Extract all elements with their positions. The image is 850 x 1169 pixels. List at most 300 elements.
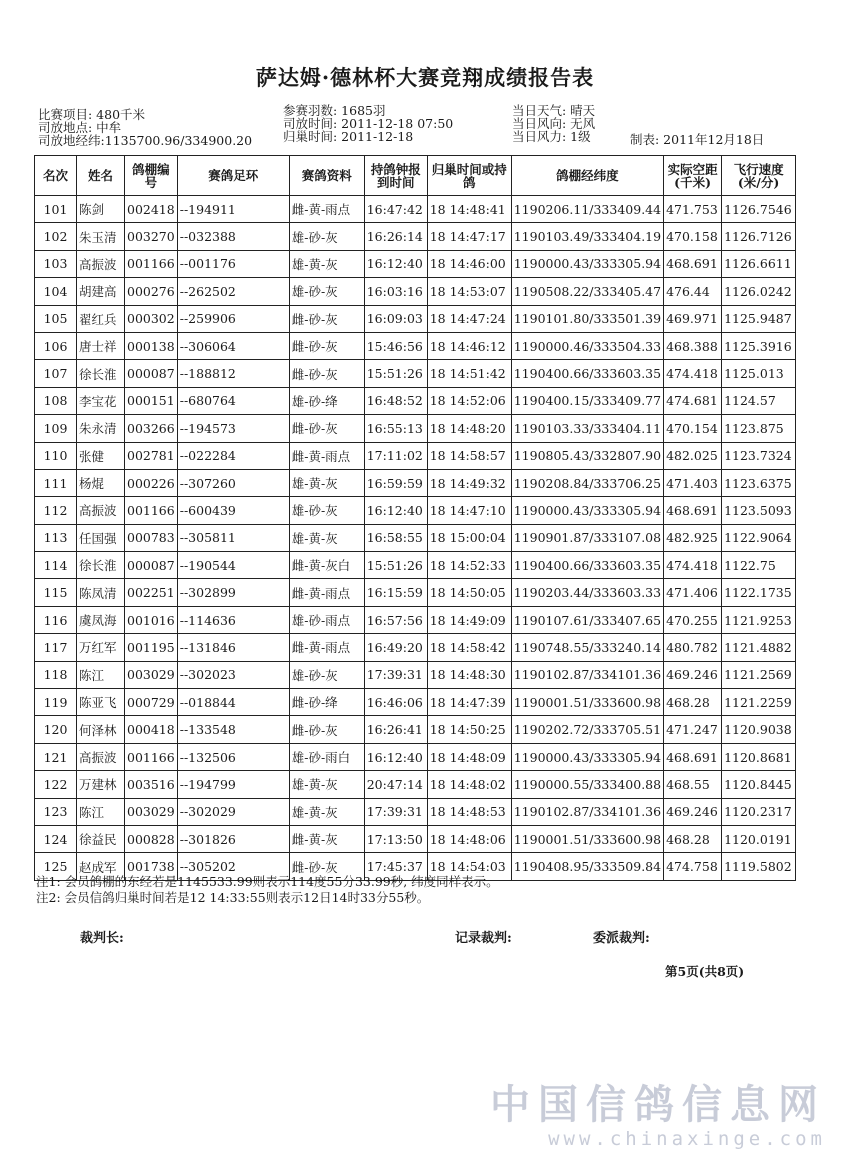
cell-bird-info: 雄-黄-灰 [289,524,364,551]
cell-speed: 1125.013 [722,360,796,387]
cell-loft-coords: 1190508.22/333405.47 [511,278,663,305]
cell-speed: 1121.4882 [722,634,796,661]
cell-clock-time: 17:11:02 [364,442,427,469]
cell-arrival-time: 18 14:58:42 [427,634,511,661]
col-rank: 名次 [35,156,77,196]
cell-loft-coords: 1190400.66/333603.35 [511,360,663,387]
cell-speed: 1123.5093 [722,497,796,524]
cell-name: 万建林 [77,771,125,798]
table-body [35,196,796,881]
cell-arrival-time: 18 14:48:53 [427,798,511,825]
cell-clock-time: 16:47:42 [364,196,427,223]
note-2: 注2: 会员信鸽归巢时间若是12 14:33:55则表示12日14时33分55秒。 [36,890,430,905]
cell-rank: 106 [35,332,77,359]
cell-clock-time: 16:26:41 [364,716,427,743]
col-bird-info: 赛鸽资料 [289,156,364,196]
results-table [34,155,796,881]
cell-loft-coords: 1190000.55/333400.88 [511,771,663,798]
cell-arrival-time: 18 14:50:05 [427,579,511,606]
cell-rank: 112 [35,497,77,524]
cell-ring: --301826 [177,825,289,852]
cell-arrival-time: 18 14:47:17 [427,223,511,250]
cell-name: 虞凤海 [77,606,125,633]
cell-speed: 1121.2259 [722,689,796,716]
recorder-judge-label: 记录裁判: [455,931,512,946]
cell-arrival-time: 18 14:46:12 [427,332,511,359]
cell-speed: 1123.6375 [722,469,796,496]
cell-distance: 471.247 [664,716,722,743]
cell-ring: --307260 [177,469,289,496]
cell-bird-info: 雌-黄-雨点 [289,196,364,223]
cell-name: 陈剑 [77,196,125,223]
cell-loft-id: 003270 [125,223,178,250]
cell-rank: 117 [35,634,77,661]
cell-rank: 115 [35,579,77,606]
info-mid [283,104,453,143]
cell-ring: --305202 [177,853,289,880]
cell-distance: 468.28 [664,689,722,716]
table-row [35,332,796,359]
cell-clock-time: 16:26:14 [364,223,427,250]
col-distance: 实际空距(千米) [664,156,722,196]
cell-loft-coords: 1190107.61/333407.65 [511,606,663,633]
cell-ring: --262502 [177,278,289,305]
cell-name: 陈凤清 [77,579,125,606]
cell-arrival-time: 18 14:50:25 [427,716,511,743]
cell-loft-coords: 1190203.44/333603.33 [511,579,663,606]
cell-ring: --302029 [177,798,289,825]
weather: 当日天气: 晴天 [512,103,596,118]
cell-clock-time: 16:49:20 [364,634,427,661]
cell-arrival-time: 18 14:52:33 [427,552,511,579]
cell-loft-id: 000087 [125,552,178,579]
cell-bird-info: 雌-黄-灰白 [289,552,364,579]
cell-speed: 1122.1735 [722,579,796,606]
cell-loft-id: 000226 [125,469,178,496]
cell-rank: 116 [35,606,77,633]
cell-loft-coords: 1190208.84/333706.25 [511,469,663,496]
col-loft-coords: 鸽棚经纬度 [511,156,663,196]
cell-name: 高振波 [77,743,125,770]
cell-rank: 104 [35,278,77,305]
cell-clock-time: 15:46:56 [364,332,427,359]
cell-distance: 482.925 [664,524,722,551]
info-left [38,108,252,147]
cell-name: 杨焜 [77,469,125,496]
cell-bird-info: 雄-黄-灰 [289,469,364,496]
cell-arrival-time: 18 14:47:10 [427,497,511,524]
cell-loft-coords: 1190408.95/333509.84 [511,853,663,880]
cell-rank: 114 [35,552,77,579]
cell-bird-info: 雄-黄-灰 [289,771,364,798]
table-row [35,415,796,442]
cell-loft-coords: 1190202.72/333705.51 [511,716,663,743]
cell-speed: 1122.9064 [722,524,796,551]
cell-rank: 110 [35,442,77,469]
cell-name: 翟红兵 [77,305,125,332]
cell-rank: 111 [35,469,77,496]
cell-distance: 474.681 [664,387,722,414]
cell-clock-time: 16:12:40 [364,497,427,524]
cell-rank: 107 [35,360,77,387]
cell-loft-id: 001016 [125,606,178,633]
cell-speed: 1120.8445 [722,771,796,798]
cell-distance: 471.403 [664,469,722,496]
cell-name: 高振波 [77,497,125,524]
table-row [35,223,796,250]
cell-loft-coords: 1190206.11/333409.44 [511,196,663,223]
cell-name: 陈江 [77,661,125,688]
col-name: 姓名 [77,156,125,196]
cell-loft-id: 000302 [125,305,178,332]
col-clock-time: 持鸽钟报到时间 [364,156,427,196]
table-row [35,387,796,414]
cell-loft-id: 000138 [125,332,178,359]
cell-distance: 474.418 [664,360,722,387]
cell-arrival-time: 18 14:48:30 [427,661,511,688]
cell-bird-info: 雄-砂-灰 [289,223,364,250]
cell-speed: 1125.9487 [722,305,796,332]
chief-judge-label: 裁判长: [80,931,124,946]
table-row [35,278,796,305]
cell-arrival-time: 18 15:00:04 [427,524,511,551]
cell-loft-coords: 1190901.87/333107.08 [511,524,663,551]
cell-bird-info: 雌-砂-灰 [289,332,364,359]
cell-name: 朱永清 [77,415,125,442]
cell-speed: 1124.57 [722,387,796,414]
cell-distance: 471.753 [664,196,722,223]
cell-clock-time: 16:46:06 [364,689,427,716]
cell-name: 陈亚飞 [77,689,125,716]
cell-arrival-time: 18 14:48:09 [427,743,511,770]
cell-rank: 123 [35,798,77,825]
table-row [35,606,796,633]
table-row [35,196,796,223]
cell-name: 朱玉清 [77,223,125,250]
table-maker-date: 制表: 2011年12月18日 [630,132,765,147]
cell-loft-coords: 1190001.51/333600.98 [511,689,663,716]
table-row [35,689,796,716]
cell-rank: 105 [35,305,77,332]
cell-speed: 1126.0242 [722,278,796,305]
delegate-judge-label: 委派裁判: [593,931,650,946]
cell-clock-time: 16:03:16 [364,278,427,305]
cell-loft-id: 002781 [125,442,178,469]
cell-bird-info: 雄-砂-雨点 [289,606,364,633]
cell-distance: 469.246 [664,798,722,825]
cell-ring: --131846 [177,634,289,661]
cell-loft-coords: 1190748.55/333240.14 [511,634,663,661]
cell-arrival-time: 18 14:47:24 [427,305,511,332]
cell-name: 徐长淮 [77,360,125,387]
info-right [512,104,595,143]
cell-arrival-time: 18 14:48:02 [427,771,511,798]
cell-bird-info: 雌-砂-灰 [289,305,364,332]
cell-rank: 118 [35,661,77,688]
cell-ring: --305811 [177,524,289,551]
cell-arrival-time: 18 14:49:32 [427,469,511,496]
cell-distance: 482.025 [664,442,722,469]
cell-rank: 124 [35,825,77,852]
cell-bird-info: 雌-黄-雨点 [289,442,364,469]
cell-speed: 1126.7546 [722,196,796,223]
cell-name: 唐士祥 [77,332,125,359]
cell-clock-time: 16:12:40 [364,250,427,277]
table-row [35,305,796,332]
entry-count: 参赛羽数: 1685羽 [283,103,386,118]
cell-ring: --188812 [177,360,289,387]
cell-bird-info: 雌-砂-灰 [289,360,364,387]
cell-speed: 1121.9253 [722,606,796,633]
table-row [35,798,796,825]
cell-ring: --114636 [177,606,289,633]
cell-clock-time: 17:45:37 [364,853,427,880]
cell-bird-info: 雄-砂-灰 [289,497,364,524]
cell-rank: 103 [35,250,77,277]
cell-distance: 470.154 [664,415,722,442]
release-time: 司放时间: 2011-12-18 07:50 [283,116,454,131]
cell-speed: 1123.7324 [722,442,796,469]
cell-name: 徐长淮 [77,552,125,579]
cell-distance: 480.782 [664,634,722,661]
cell-speed: 1125.3916 [722,332,796,359]
cell-loft-coords: 1190000.43/333305.94 [511,497,663,524]
cell-bird-info: 雄-黄-灰 [289,798,364,825]
cell-loft-coords: 1190103.33/333404.11 [511,415,663,442]
cell-loft-coords: 1190400.15/333409.77 [511,387,663,414]
cell-distance: 468.55 [664,771,722,798]
cell-loft-id: 001195 [125,634,178,661]
release-coordinates: 司放地经纬:1135700.96/334900.20 [38,133,253,148]
return-date: 归巢时间: 2011-12-18 [283,129,414,144]
cell-clock-time: 16:48:52 [364,387,427,414]
cell-distance: 468.691 [664,250,722,277]
cell-clock-time: 17:39:31 [364,798,427,825]
cell-loft-id: 003516 [125,771,178,798]
cell-loft-id: 000828 [125,825,178,852]
cell-clock-time: 16:09:03 [364,305,427,332]
cell-distance: 470.255 [664,606,722,633]
cell-arrival-time: 18 14:54:03 [427,853,511,880]
cell-arrival-time: 18 14:48:06 [427,825,511,852]
cell-ring: --001176 [177,250,289,277]
cell-ring: --132506 [177,743,289,770]
table-row [35,469,796,496]
cell-speed: 1121.2569 [722,661,796,688]
cell-speed: 1126.6611 [722,250,796,277]
cell-clock-time: 17:39:31 [364,661,427,688]
watermark-text: 中国信鸽信息网 [490,1082,826,1128]
table-row [35,634,796,661]
col-ring: 赛鸽足环 [177,156,289,196]
cell-bird-info: 雄-砂-雨白 [289,743,364,770]
cell-speed: 1120.8681 [722,743,796,770]
cell-loft-coords: 1190102.87/334101.36 [511,661,663,688]
cell-distance: 474.758 [664,853,722,880]
cell-ring: --032388 [177,223,289,250]
cell-bird-info: 雌-砂-灰 [289,716,364,743]
table-row [35,552,796,579]
cell-loft-coords: 1190400.66/333603.35 [511,552,663,579]
cell-speed: 1122.75 [722,552,796,579]
cell-loft-coords: 1190001.51/333600.98 [511,825,663,852]
cell-name: 陈江 [77,798,125,825]
cell-arrival-time: 18 14:49:09 [427,606,511,633]
cell-loft-coords: 1190103.49/333404.19 [511,223,663,250]
cell-distance: 468.388 [664,332,722,359]
cell-name: 李宝花 [77,387,125,414]
cell-name: 何泽林 [77,716,125,743]
cell-clock-time: 20:47:14 [364,771,427,798]
cell-loft-id: 000783 [125,524,178,551]
cell-loft-id: 001166 [125,250,178,277]
cell-loft-coords: 1190000.43/333305.94 [511,250,663,277]
cell-rank: 121 [35,743,77,770]
cell-loft-id: 002251 [125,579,178,606]
table-header-row [35,156,796,196]
table-row [35,716,796,743]
cell-bird-info: 雄-黄-灰 [289,250,364,277]
cell-speed: 1120.9038 [722,716,796,743]
cell-rank: 109 [35,415,77,442]
table-row [35,250,796,277]
cell-distance: 468.28 [664,825,722,852]
cell-distance: 470.158 [664,223,722,250]
col-speed: 飞行速度(米/分) [722,156,796,196]
cell-name: 任国强 [77,524,125,551]
cell-clock-time: 16:57:56 [364,606,427,633]
cell-name: 赵成军 [77,853,125,880]
cell-bird-info: 雄-砂-绛 [289,387,364,414]
cell-arrival-time: 18 14:58:57 [427,442,511,469]
table-row [35,825,796,852]
cell-loft-id: 000276 [125,278,178,305]
cell-loft-coords: 1190805.43/332807.90 [511,442,663,469]
cell-arrival-time: 18 14:48:41 [427,196,511,223]
cell-rank: 108 [35,387,77,414]
col-arrival-time: 归巢时间或持鸽 [427,156,511,196]
cell-bird-info: 雄-砂-灰 [289,278,364,305]
col-loft-id: 鸽棚编号 [125,156,178,196]
cell-clock-time: 15:51:26 [364,360,427,387]
cell-ring: --190544 [177,552,289,579]
cell-rank: 102 [35,223,77,250]
cell-name: 万红军 [77,634,125,661]
cell-distance: 468.691 [664,743,722,770]
cell-loft-id: 001166 [125,497,178,524]
cell-distance: 469.971 [664,305,722,332]
cell-arrival-time: 18 14:51:42 [427,360,511,387]
cell-ring: --302023 [177,661,289,688]
cell-rank: 101 [35,196,77,223]
watermark-url: www.chinaxinge.com [548,1128,826,1150]
cell-clock-time: 16:59:59 [364,469,427,496]
cell-clock-time: 16:55:13 [364,415,427,442]
table-row [35,661,796,688]
notes [36,874,499,906]
cell-ring: --306064 [177,332,289,359]
cell-loft-id: 000151 [125,387,178,414]
cell-ring: --018844 [177,689,289,716]
cell-name: 胡建高 [77,278,125,305]
cell-distance: 468.691 [664,497,722,524]
cell-loft-id: 002418 [125,196,178,223]
cell-bird-info: 雄-砂-灰 [289,661,364,688]
release-location: 司放地点: 中牟 [38,120,122,135]
cell-loft-id: 003029 [125,798,178,825]
cell-distance: 469.246 [664,661,722,688]
cell-arrival-time: 18 14:53:07 [427,278,511,305]
cell-rank: 113 [35,524,77,551]
cell-name: 张健 [77,442,125,469]
cell-rank: 119 [35,689,77,716]
cell-distance: 474.418 [664,552,722,579]
cell-loft-id: 000087 [125,360,178,387]
cell-rank: 120 [35,716,77,743]
wind-force: 当日风力: 1级 [512,129,591,144]
cell-bird-info: 雌-砂-绛 [289,689,364,716]
cell-clock-time: 16:15:59 [364,579,427,606]
cell-clock-time: 17:13:50 [364,825,427,852]
table-row [35,579,796,606]
cell-ring: --680764 [177,387,289,414]
table-row [35,524,796,551]
cell-speed: 1126.7126 [722,223,796,250]
cell-rank: 125 [35,853,77,880]
cell-clock-time: 15:51:26 [364,552,427,579]
cell-loft-id: 003029 [125,661,178,688]
table-row [35,497,796,524]
cell-loft-id: 001738 [125,853,178,880]
cell-bird-info: 雌-砂-灰 [289,853,364,880]
cell-ring: --022284 [177,442,289,469]
cell-clock-time: 16:58:55 [364,524,427,551]
cell-loft-coords: 1190000.46/333504.33 [511,332,663,359]
page-title: 萨达姆·德林杯大赛竞翔成绩报告表 [255,65,595,90]
cell-speed: 1119.5802 [722,853,796,880]
cell-bird-info: 雌-砂-灰 [289,415,364,442]
cell-ring: --194911 [177,196,289,223]
cell-bird-info: 雌-黄-雨点 [289,634,364,661]
cell-loft-coords: 1190102.87/334101.36 [511,798,663,825]
cell-loft-id: 000729 [125,689,178,716]
cell-rank: 122 [35,771,77,798]
table-row [35,360,796,387]
table-row [35,771,796,798]
table-row [35,743,796,770]
cell-bird-info: 雌-黄-雨点 [289,579,364,606]
cell-name: 徐益民 [77,825,125,852]
cell-ring: --194573 [177,415,289,442]
cell-loft-id: 001166 [125,743,178,770]
cell-distance: 476.44 [664,278,722,305]
cell-speed: 1120.2317 [722,798,796,825]
cell-arrival-time: 18 14:52:06 [427,387,511,414]
table-row [35,442,796,469]
cell-distance: 471.406 [664,579,722,606]
cell-arrival-time: 18 14:47:39 [427,689,511,716]
cell-speed: 1123.875 [722,415,796,442]
cell-clock-time: 16:12:40 [364,743,427,770]
note-1: 注1: 会员鸽棚的东经若是1145533.99则表示114度55分33.99秒, 纬度同样表示。 [36,874,499,889]
wind-direction: 当日风向: 无风 [512,116,596,131]
watermark [490,1082,826,1150]
cell-arrival-time: 18 14:48:20 [427,415,511,442]
cell-name: 高振波 [77,250,125,277]
race-distance: 比赛项目: 480千米 [38,107,146,122]
cell-loft-coords: 1190101.80/333501.39 [511,305,663,332]
cell-ring: --259906 [177,305,289,332]
